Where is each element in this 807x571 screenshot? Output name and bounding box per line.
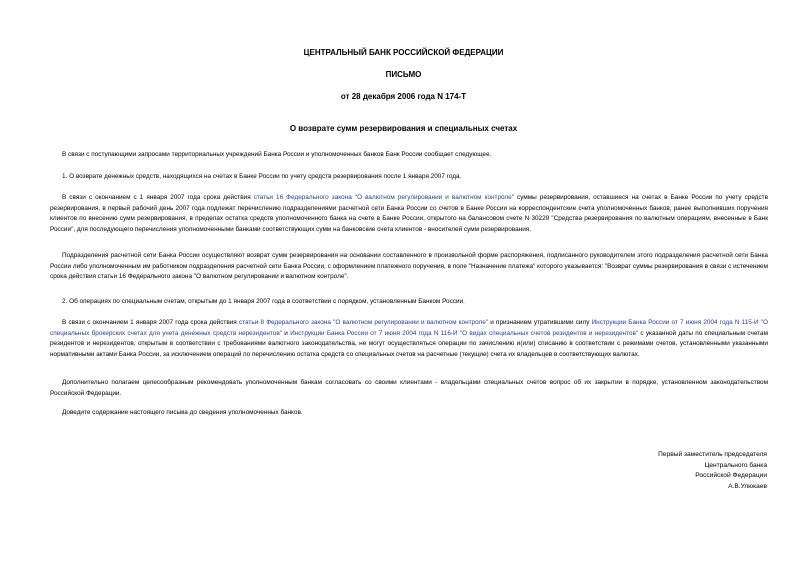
section-2-heading: 2. Об операциях по специальным счетам, открытым до 1 января 2007 года в соответствии с порядком, установленным Банком России. [62,298,465,305]
p2-text-a: В связи с окончанием с 1 января 2007 года срока действия [62,194,254,201]
signature-position-3: Российской Федерации [695,472,767,480]
p5-text-b: и признанием утратившими силу [488,319,592,326]
p5-text-a: В связи с окончанием 1 января 2007 года срока действия [62,319,239,326]
p5-text-d: с указанной даты по специальным счетам резидентов и нерезидентов, открытым в соответствии с требованиями валютного законодательства, не могут осуществляться операции по зачислению и(или) списанию в соответствии с режимами счетов, установленными указанными нормативными актами Банка России, за исключением операций по перечислению остатка средств со специальных счетов на расчетные (текущие) счета их владельцев в соответствующих валютах. [50,329,768,359]
paragraph-recommendation: Дополнительно полагаем целесообразным рекомендовать уполномоченным банкам согласовать со своими клиентами - владельцами специальных счетов вопрос об их закрытии в порядке, установленном законодательством Российской Федерации. [50,379,768,397]
law-article-16-link[interactable]: статьи 16 Федерального закона "О валютном регулировании и валютном контроле" [253,194,515,201]
law-article-8-link[interactable]: статьи 8 Федерального закона "О валютном регулировании и валютном контроле" [238,319,489,326]
doc-subject: О возврате сумм резервирования и специальных счетах [289,124,518,133]
signature-position-2: Центрального банка [704,461,767,469]
intro-paragraph: В связи с поступающими запросами территориальных учреждений Банка России и уполномоченных банков Банк России сообщает следующее. [62,151,492,158]
doc-date-number: от 28 декабря 2006 года N 174-Т [340,92,467,101]
paragraph-reserve-procedure: Подразделения расчетной сети Банка России осуществляют возврат сумм резервирования на основании составленного в произвольной форме распоряжения, подписанного руководителем этого подразделения расчетной сети Банка России либо уполномоченным им работником подразделения расчетной сети Банка России, с оформлением платежного поручения, в поле "Назначение платежа" которого указывается: "Возврат суммы резервирования в связи с истечением срока действия статьи 16 Федерального закона "О валютном регулировании и валютном контроле". [50,252,768,281]
signature-name: А.В.Улюкаев [728,483,767,491]
paragraph-reserve-return [50,193,768,236]
instruction-116-link[interactable]: Инструкции Банка России от 7 июня 2004 года N 116-И "О видах специальных счетов резидентов и нерезидентов" [290,329,639,337]
doc-type: ПИСЬМО [385,70,422,79]
instruction-115-link[interactable]: Инструкции Банка России от 7 июня 2004 года N 115-И "О специальных брокерских счетах для учета денежных средств нерезидентов" [50,319,768,337]
signature-position-1: Первый заместитель председателя [658,451,767,458]
p5-text-c: и [281,329,291,337]
paragraph-closing: Доведите содержание настоящего письма до сведения уполномоченных банков. [62,409,303,416]
org-title: ЦЕНТРАЛЬНЫЙ БАНК РОССИЙСКОЙ ФЕДЕРАЦИИ [303,48,504,57]
p2-text-b: суммы резервирования, оставшиеся на счетах в Банке России по учету средств резервирования, в первый рабочий день 2007 года подлежат перечислению подразделениями расчетной сети Банка России со счетов в Банке России на корреспондентские счета уполномоченных банков, ранее выполнивших поручения клиентов по внесению сумм резервирования, в пределах остатка средств уполномоченного банка на счете в Банке России, открытого на балансовом счете N 30229 "Средства резервирования по валютным операциям, внесенные в Банк России", для последующего перечисления уполномоченными банками соответствующих сумм на банковские счета клиентов - вносителей сумм резервирования. [50,194,768,234]
section-1-heading: 1. О возврате денежных средств, находящихся на счетах в Банке России по учету средств резервирования после 1 января 2007 года. [62,173,462,180]
paragraph-special-accounts [50,318,768,361]
signature-block [658,450,767,493]
